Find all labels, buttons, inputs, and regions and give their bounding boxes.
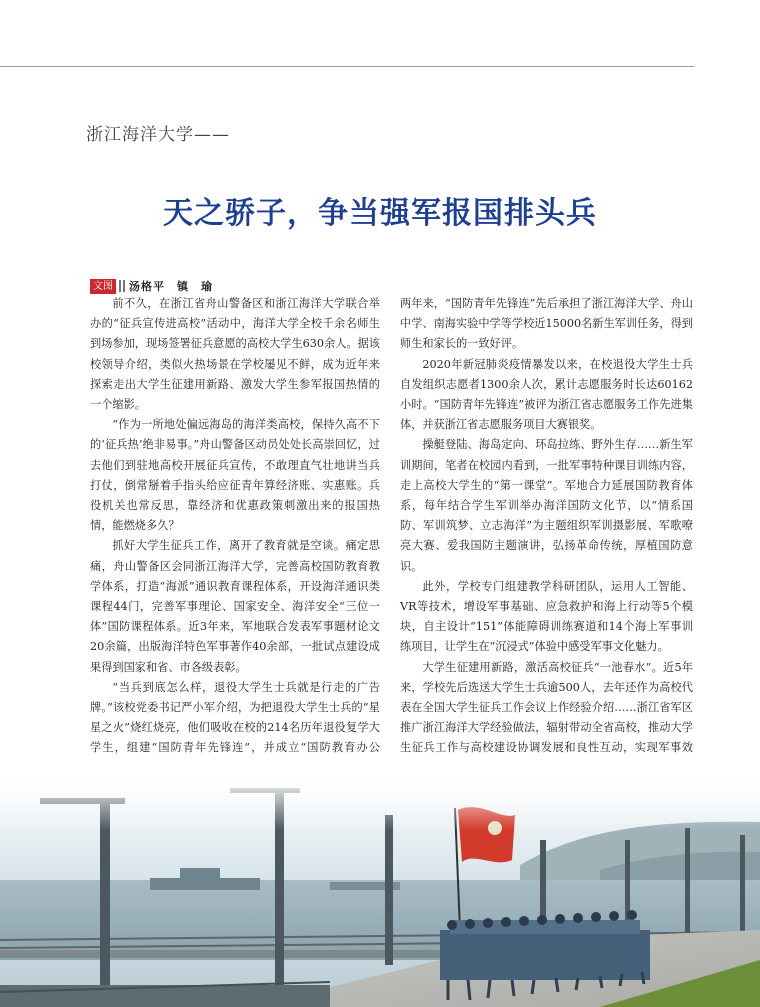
byline-divider (119, 280, 125, 292)
article-column-left (90, 294, 380, 799)
article-headline: 天之骄子，争当强军报国排头兵 (163, 196, 597, 231)
section-kicker: 浙江海洋大学—— (86, 125, 230, 145)
article-paragraph: 前不久，在浙江省舟山警备区和浙江海洋大学联合举办的“征兵宣传进高校”活动中，海洋大学全校千余名师生到场参加，现场签署征兵意愿的高校大学生630余人。据该校领导介绍，类似火热场景在学校屡见不鲜，成为近年来探索走出大学生征建用新路、激发大学生参军报国热情的一个缩影。 (90, 297, 380, 412)
article-paragraph: 抓好大学生征兵工作，离开了教育就是空谈。痛定思痛，舟山警备区会同浙江海洋大学，完善高校国防教育教学体系，打造“海派”通识教育课程体系，开设海洋通识类课程44门，完善军事理论、国家安全、海洋安全“三位一体”国防课程体系。近3年来，军地联合发表军事题材论文20余篇，出版海洋特色军事著作40余部，一批试点建设成果得到国家和省、市各级表彰。 (90, 539, 380, 674)
article-paragraph: 2020年新冠肺炎疫情暴发以来，在校退役大学生士兵自发组织志愿者1300余人次，累计志愿服务时长达60162小时。“国防青年先锋连”被评为浙江省志愿服务工作先进集体，并获浙江省志愿服务项目大赛银奖。 (400, 357, 693, 432)
final-paragraph-text: 大学生征建用新路，激活高校征兵“一池春水”。近5年来，学校先后选送大学生士兵逾500人，去年还作为高校代表在全国大学生征兵工作会议上作经验介绍……浙江省军区推广浙江海洋大学经验做法，辐射带动全省高校，推动大学生征兵工作与高校建设协调发展和良性互动，实现军事效 (400, 660, 693, 755)
byline-tag: 文图 (90, 279, 116, 294)
article-paragraph-continued: 两年来，“国防青年先锋连”先后承担了浙江海洋大学、舟山中学、南海实验中学等学校近15000名新生军训任务，得到师生和家长的一致好评。 (400, 297, 693, 351)
byline-authors: 汤格平 镇 瑜 (129, 280, 213, 293)
top-rule (0, 66, 694, 67)
photo-top-fade (0, 760, 760, 830)
article-paragraph: 操艇登陆、海岛定向、环岛拉练、野外生存……新生军训期间，笔者在校园内看到，一批军事特种课目训练内容，走上高校大学生的“第一课堂”。军地合力延展国防教育体系，每年结合学生军训举办海洋国防文化节，以“情系国防、军训筑梦、立志海洋”为主题组织军训摄影展、军歌嘹亮大赛、爱我国防主题演讲，弘扬革命传统，厚植国防意识。 (400, 438, 693, 573)
byline (90, 278, 213, 294)
article-paragraph: 此外，学校专门组建教学科研团队，运用人工智能、VR等技术，增设军事基础、应急救护和海上行动等5个模块，自主设计“151”体能障碍训练赛道和14个海上军事训练项目，让学生在“沉浸式”体验中感受军事文化魅力。 (400, 579, 693, 654)
article-column-right (400, 294, 693, 819)
article-paragraph: “当兵到底怎么样，退役大学生士兵就是行走的广告牌。”该校党委书记严小军介绍，为把退役大学生士兵的“星星之火”烧红烧亮，他们吸收在校的214名历年退役复学大学生，组建“国防青年先锋连”，并成立“国防教育办公 (90, 680, 380, 755)
article-paragraph: “作为一所地处偏远海岛的海洋类高校，保持久高不下的‘征兵热’绝非易事。”舟山警备区动员处处长高崇回忆，过去他们到驻地高校开展征兵宣传，不敢理直气壮地讲当兵打仗，倒常掰着手指头给应征青年算经济账、实惠账。兵役机关也常反思，靠经济和优惠政策刺激出来的报国热情，能燃烧多久？ (90, 418, 380, 533)
